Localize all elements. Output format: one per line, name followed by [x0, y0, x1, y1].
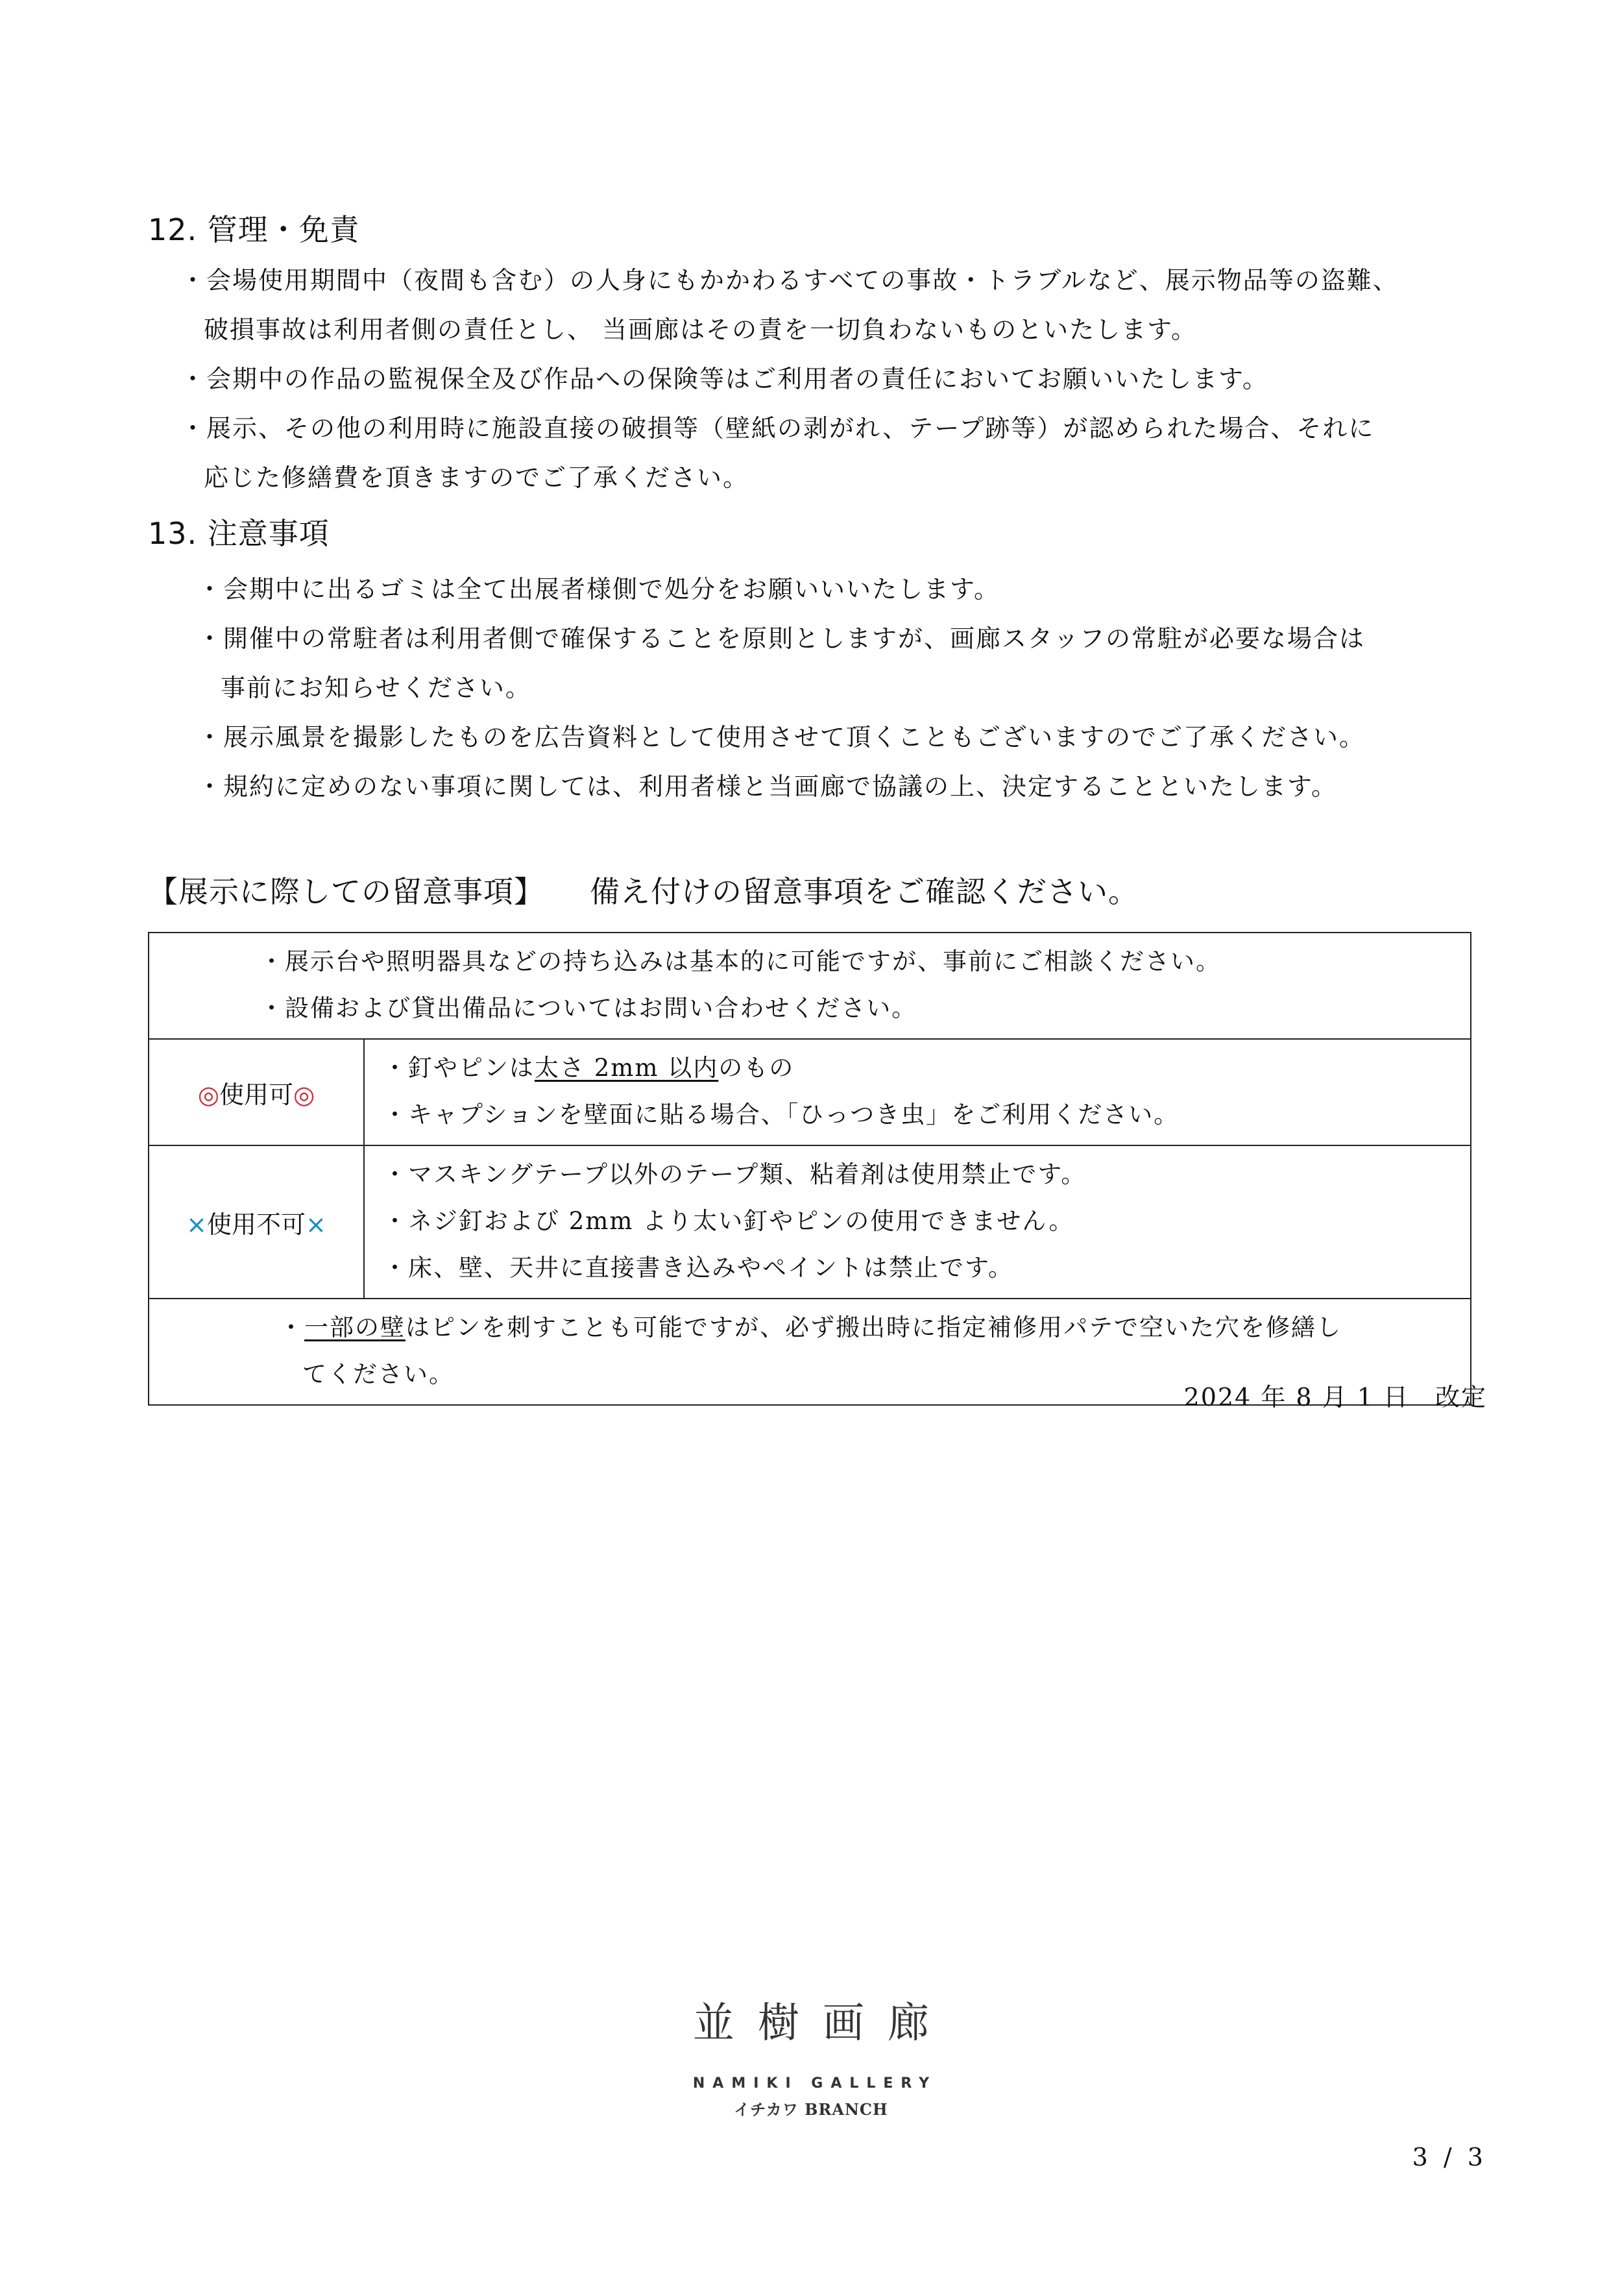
notice-general-line-2: ・設備および貸出備品についてはお問い合わせください。 [260, 994, 917, 1022]
section-12-heading: 12. 管理・免責 [148, 212, 360, 247]
page-number: 3 / 3 [1412, 2143, 1487, 2171]
section-12-item-3 [180, 404, 1374, 502]
revision-date: 2024 年 8 月 1 日 改定 [1183, 1383, 1487, 1411]
allowed-line-1: ・釘やピンは太さ 2mm 以内のもの [383, 1054, 795, 1082]
section-12-item-2 [180, 354, 1268, 404]
section-13-item-3-line-1: ・展示風景を撮影したものを広告資料として使用させて頂くこともございますのでご了承ください。 [197, 723, 1366, 751]
section-12-item-1-line-2: 破損事故は利用者側の責任とし、 当画廊はその責を一切負わないものといたします。 [204, 315, 1198, 344]
prohibited-label-cell [149, 1145, 364, 1299]
prohibited-line-2: ・ネジ釘および 2mm より太い釘やピンの使用できません。 [383, 1207, 1074, 1235]
walls-underlined-text: 一部の壁 [304, 1313, 406, 1341]
prohibited-label: 使用不可 [206, 1210, 306, 1239]
section-13-item-2-line-1: ・開催中の常駐者は利用者側で確保することを原則としますが、画廊スタッフの常駐が必要な場合は [197, 624, 1366, 653]
cross-icon: × [306, 1210, 326, 1239]
section-13-item-3 [197, 713, 1365, 762]
section-13-item-2-line-2: 事前にお知らせください。 [221, 674, 531, 702]
notice-title-main: 【展示に際しての留意事項】 [148, 874, 544, 909]
section-13-item-1-line-1: ・会期中に出るゴミは全て出展者様側で処分をお願いいいたします。 [197, 575, 1000, 604]
notice-title [148, 868, 1139, 911]
double-circle-icon: ◎ [197, 1080, 219, 1109]
section-12-item-3-line-2: 応じた修繕費を頂きますのでご了承ください。 [204, 463, 749, 492]
logo-kanji: 並樹画廊 [693, 1999, 952, 2047]
allowed-label-cell [149, 1039, 364, 1145]
prohibited-line-1: ・マスキングテープ以外のテープ類、粘着剤は使用禁止です。 [383, 1160, 1087, 1188]
section-13-heading: 13. 注意事項 [148, 516, 330, 551]
notice-table [148, 932, 1471, 1406]
section-12-item-2-line-1: ・会期中の作品の監視保全及び作品への保険等はご利用者の責任においてお願いいたします。 [180, 365, 1268, 393]
double-circle-icon: ◎ [293, 1080, 315, 1109]
walls-line-1: ・一部の壁はピンを刺すことも可能ですが、必ず搬出時に指定補修用パテで空いた穴を修繕し [279, 1313, 1342, 1341]
prohibited-line-3: ・床、壁、天井に直接書き込みやペイントは禁止です。 [383, 1254, 1014, 1282]
allowed-line-2: ・キャプションを壁面に貼る場合、「ひっつき虫」をご利用ください。 [383, 1101, 1180, 1129]
section-12-item-3-line-1: ・展示、その他の利用時に施設直接の破損等（壁紙の剥がれ、テープ跡等）が認められた場合、それに [180, 414, 1375, 443]
allowed-label: 使用可 [219, 1080, 293, 1109]
notice-title-sub: 備え付けの留意事項をご確認ください。 [590, 874, 1139, 909]
section-12-item-1-line-1: ・会場使用期間中（夜間も含む）の人身にもかかわるすべての事故・トラブルなど、展示物品等の盗難、 [180, 266, 1399, 295]
walls-line-2: てください。 [302, 1360, 454, 1388]
allowed-underlined-text: 太さ 2mm 以内 [535, 1054, 719, 1082]
section-12-item-1 [180, 256, 1399, 354]
gallery-logo [0, 1990, 1622, 2119]
logo-english: NAMIKI GALLERY [692, 2075, 938, 2092]
section-13-item-4-line-1: ・規約に定めのない事項に関しては、利用者様と当画廊で協議の上、決定することといたします。 [197, 772, 1337, 801]
logo-branch: イチカワ BRANCH [734, 2100, 888, 2119]
notice-row-general [149, 933, 1471, 1039]
notice-row-allowed [149, 1039, 1471, 1145]
notice-general-line-1: ・展示台や照明器具などの持ち込みは基本的に可能ですが、事前にご相談ください。 [260, 947, 1221, 975]
section-13-item-4 [197, 762, 1337, 811]
cross-icon: × [186, 1210, 207, 1239]
section-13-item-2 [197, 614, 1365, 713]
notice-row-prohibited [149, 1145, 1471, 1299]
section-13-item-1 [197, 565, 1000, 614]
